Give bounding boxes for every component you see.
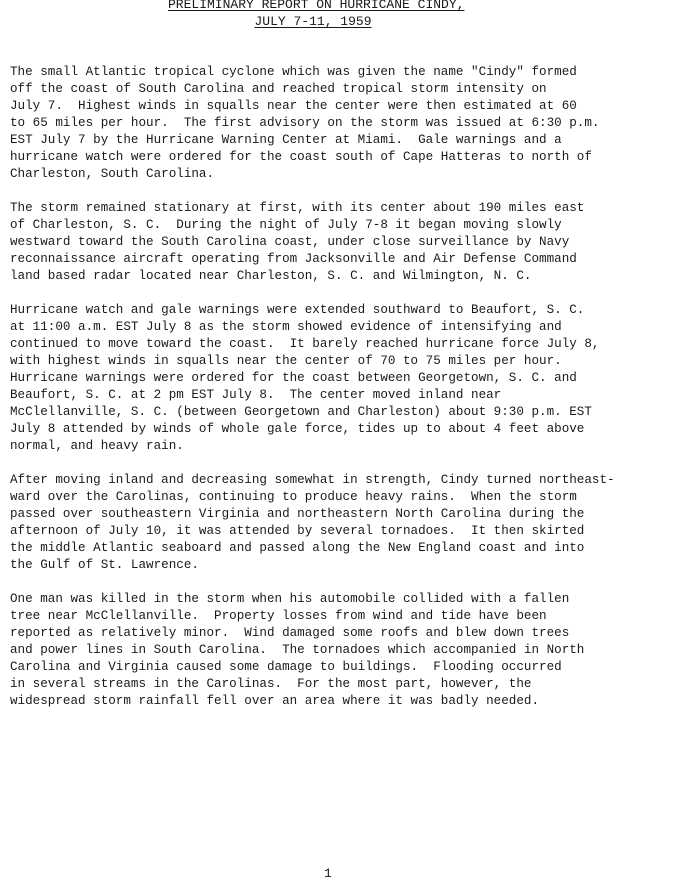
title-line-2: JULY 7-11, 1959 [254,14,372,29]
paragraph-stationary [10,200,685,285]
text-line: ward over the Carolinas, continuing to produce heavy rains. When the storm [10,490,577,504]
text-line: The small Atlantic tropical cyclone which was given the name "Cindy" formed [10,65,577,79]
text-line: reported as relatively minor. Wind damaged some roofs and blew down trees [10,626,570,640]
text-line: westward toward the South Carolina coast, under close surveillance by Navy [10,235,570,249]
text-line: reconnaissance aircraft operating from Jacksonville and Air Defense Command [10,252,577,266]
text-line: One man was killed in the storm when his automobile collided with a fallen [10,592,570,606]
text-line: widespread storm rainfall fell over an area where it was badly needed. [10,694,540,708]
text-line: After moving inland and decreasing somewhat in strength, Cindy turned northeast- [10,473,615,487]
text-line: off the coast of South Carolina and reached tropical storm intensity on [10,82,547,96]
text-line: Charleston, South Carolina. [10,167,215,181]
paragraph-landfall [10,302,685,455]
text-line: The storm remained stationary at first, with its center about 190 miles east [10,201,585,215]
text-line: Carolina and Virginia caused some damage to buildings. Flooding occurred [10,660,562,674]
text-line: at 11:00 a.m. EST July 8 as the storm showed evidence of intensifying and [10,320,562,334]
text-line: EST July 7 by the Hurricane Warning Center at Miami. Gale warnings and a [10,133,562,147]
text-line: in several streams in the Carolinas. For the most part, however, the [10,677,532,691]
text-line: with highest winds in squalls near the center of 70 to 75 miles per hour. [10,354,562,368]
page-number: 1 [324,866,332,881]
text-line: McClellanville, S. C. (between Georgetown and Charleston) about 9:30 p.m. EST [10,405,592,419]
text-line: the middle Atlantic seaboard and passed along the New England coast and into [10,541,585,555]
text-line: continued to move toward the coast. It barely reached hurricane force July 8, [10,337,600,351]
text-line: Beaufort, S. C. at 2 pm EST July 8. The center moved inland near [10,388,502,402]
text-line: July 8 attended by winds of whole gale force, tides up to about 4 feet above [10,422,585,436]
text-line: Hurricane warnings were ordered for the coast between Georgetown, S. C. and [10,371,577,385]
text-line: afternoon of July 10, it was attended by several tornadoes. It then skirted [10,524,585,538]
text-line: tree near McClellanville. Property losses from wind and tide have been [10,609,547,623]
text-line: July 7. Highest winds in squalls near the center were then estimated at 60 [10,99,577,113]
paragraph-inland-track [10,472,685,574]
text-line: hurricane watch were ordered for the coast south of Cape Hatteras to north of [10,150,592,164]
paragraph-formation [10,64,685,183]
text-line: normal, and heavy rain. [10,439,184,453]
paragraph-damage [10,591,685,710]
report-body [10,64,685,727]
text-line: Hurricane watch and gale warnings were extended southward to Beaufort, S. C. [10,303,585,317]
text-line: the Gulf of St. Lawrence. [10,558,199,572]
text-line: to 65 miles per hour. The first advisory on the storm was issued at 6:30 p.m. [10,116,600,130]
text-line: of Charleston, S. C. During the night of July 7-8 it began moving slowly [10,218,562,232]
title-line-1: PRELIMINARY REPORT ON HURRICANE CINDY, [168,0,465,12]
text-line: passed over southeastern Virginia and northeastern North Carolina during the [10,507,585,521]
report-title [168,0,465,30]
text-line: land based radar located near Charleston, S. C. and Wilmington, N. C. [10,269,532,283]
text-line: and power lines in South Carolina. The tornadoes which accompanied in North [10,643,585,657]
